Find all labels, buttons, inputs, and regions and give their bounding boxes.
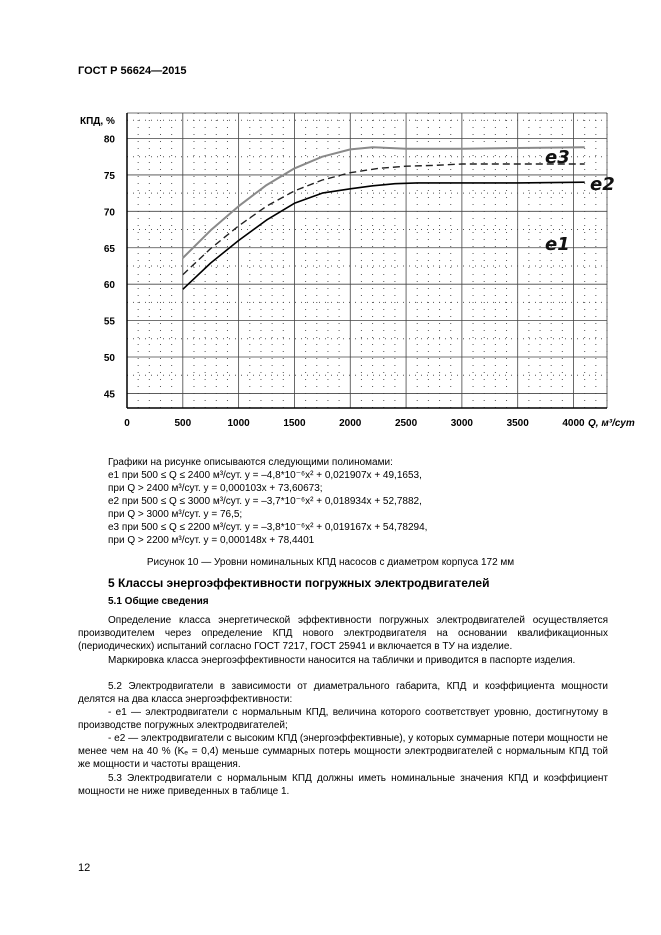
- series-line-е1: [183, 182, 585, 289]
- x-tick-label: 3500: [506, 418, 529, 429]
- y-tick-label: 45: [103, 389, 115, 401]
- paragraph: - е1 — электродвигатели с нормальным КПД, величина которого соответствует уровню, достигнутому в производстве погружных электродвигателей;: [78, 707, 608, 732]
- formula-line: при Q > 3000 м³/сут. y = 76,5;: [108, 509, 243, 520]
- y-tick-label: 50: [103, 353, 115, 365]
- page-number: 12: [78, 862, 91, 874]
- series-line-е3: [183, 147, 585, 258]
- paragraph: Определение класса энергетической эффективности погружных электродвигателей осуществляется производителем через определение КПД нового электродвигателя на основании квалификационных (периодических) испытаний согласно ГОСТ 7217, ГОСТ 25941 и включается в ТУ на изделие.: [78, 615, 608, 653]
- formula-line: при Q > 2200 м³/сут. y = 0,000148x + 78,4401: [108, 535, 315, 546]
- x-tick-label: 2000: [339, 418, 362, 429]
- figure-caption: Рисунок 10 — Уровни номинальных КПД насосов с диаметром корпуса 172 мм: [146, 557, 515, 568]
- kpd-chart: [0, 0, 661, 450]
- paragraph: - е2 — электродвигатели с высоким КПД (энергоэффективные), у которых суммарные потери мощности не менее чем на 40 % (Kₑ = 0,4) меньше суммарных потерь мощности электродвигателей с нормальным КПД той же мощности и частоты вращения.: [78, 733, 608, 771]
- x-tick-label: 3000: [450, 418, 474, 429]
- series-label-е3: е3: [545, 147, 570, 168]
- x-axis-label: Q, м³/сут: [588, 418, 635, 429]
- series-line-е2: [183, 164, 585, 275]
- y-tick-label: 75: [103, 170, 115, 182]
- y-tick-label: 65: [103, 243, 115, 255]
- paragraph: 5.2 Электродвигатели в зависимости от диаметрального габарита, КПД и коэффициента мощности делятся на два класса энергоэффективности:: [78, 681, 608, 706]
- series-label-е2: е2: [590, 174, 615, 195]
- x-tick-label: 1500: [283, 418, 306, 429]
- formula-line: при Q > 2400 м³/сут. y = 0,000103x + 73,60673;: [108, 483, 323, 494]
- x-tick-label: 0: [124, 418, 130, 429]
- series-label-е1: е1: [545, 234, 570, 255]
- chart-labels: [80, 116, 635, 429]
- paragraph: Маркировка класса энергоэффективности наносится на таблички и приводится в паспорте изделия.: [108, 655, 576, 666]
- section-title: 5 Классы энергоэффективности погружных электродвигателей: [108, 576, 490, 590]
- formula-line: е3 при 500 ≤ Q ≤ 2200 м³/сут. y = –3,8*10⁻⁶x² + 0,019167x + 54,78294,: [108, 522, 428, 533]
- y-tick-label: 60: [103, 280, 115, 292]
- y-tick-label: 70: [103, 207, 115, 219]
- y-axis-label: КПД, %: [80, 116, 115, 127]
- chart-grid: [127, 113, 607, 408]
- formula-line: е1 при 500 ≤ Q ≤ 2400 м³/сут. y = –4,8*10⁻⁶x² + 0,021907x + 49,1653,: [108, 470, 422, 481]
- formula-line: е2 при 500 ≤ Q ≤ 3000 м³/сут. y = –3,7*10⁻⁶x² + 0,018934x + 52,7882,: [108, 496, 422, 507]
- chart-axes: [127, 113, 607, 408]
- subsection-title: 5.1 Общие сведения: [108, 596, 209, 607]
- x-tick-label: 1000: [227, 418, 250, 429]
- paragraph: 5.3 Электродвигатели с нормальным КПД должны иметь номинальные значения КПД и коэффициент мощности не ниже приведенных в таблице 1.: [78, 773, 608, 798]
- x-tick-label: 4000: [562, 418, 585, 429]
- x-tick-label: 2500: [394, 418, 418, 429]
- document-header: ГОСТ Р 56624—2015: [78, 65, 187, 77]
- y-tick-label: 55: [103, 316, 115, 328]
- formulas-intro: Графики на рисунке описываются следующими полиномами:: [108, 457, 393, 468]
- x-tick-label: 500: [174, 418, 192, 429]
- y-tick-label: 80: [103, 134, 115, 146]
